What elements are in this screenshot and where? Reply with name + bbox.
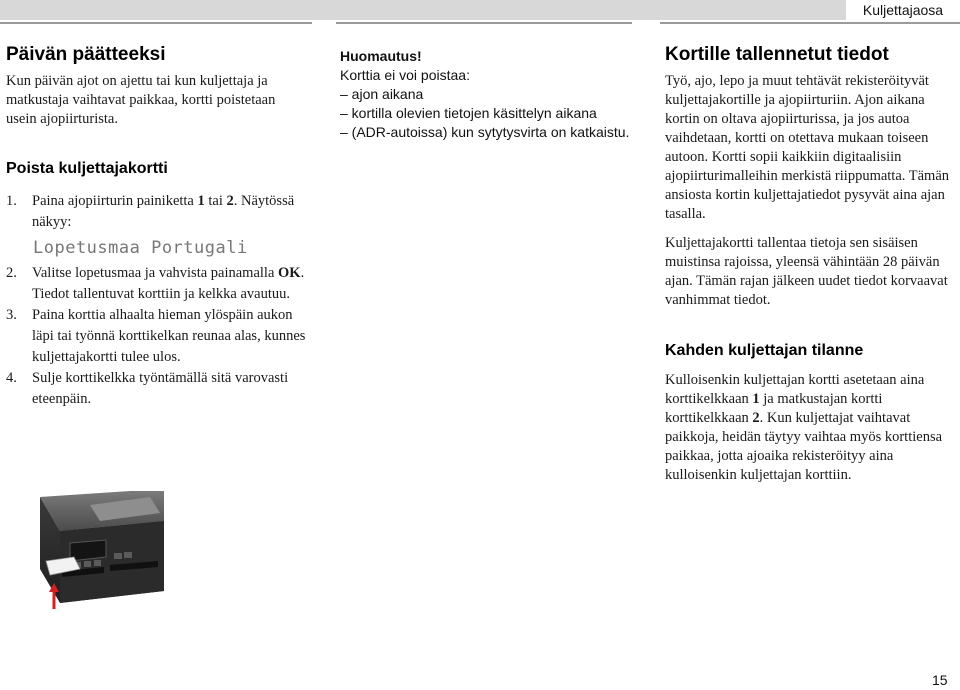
step-1: 1. Paina ajopiirturin painiketta 1 tai 2. Näytössä näkyy: [6,193,295,230]
column-rule-left [0,22,312,24]
card-data-paragraph-2: Kuljettajakortti tallentaa tietoja sen sisäisen muistinsa rajoissa, yleensä vähintään 28 päivän ajan. Tämän rajan jälkeen uudet tiedot korvaavat vanhimmat tiedot. [665,235,948,308]
remove-card-heading: Poista kuljettajakortti [6,160,168,177]
step-2: 2. Valitse lopetusmaa ja vahvista painamalla OK. Tiedot tallentuvat korttiin ja kelkka avautuu. [6,265,305,302]
column-rule-right [660,22,960,24]
middle-column [340,47,630,142]
header-bar [0,0,960,20]
two-drivers-heading: Kahden kuljettajan tilanne [665,342,864,359]
note-title: Huomautus! [340,48,422,64]
section-label: Kuljettajaosa [846,0,960,20]
display-readout: Lopetusmaa Portugali [33,238,248,258]
step-4: 4. Sulje korttikelkka työntämällä sitä varovasti eteenpäin. [6,370,289,407]
step-list [6,191,306,410]
step-3: 3. Paina korttia alhaalta hieman ylöspäin aukon läpi tai työnnä korttikelkan reunaa alas, kunnes kuljettajakortti tulee ulos. [6,307,306,365]
column-rule-middle [336,22,632,24]
note-line: Korttia ei voi poistaa: [340,67,470,83]
page-number: 15 [932,672,948,688]
tachograph-illustration [40,491,164,623]
end-of-day-heading: Päivän päätteeksi [6,44,166,65]
two-drivers-paragraph: Kulloisenkin kuljettajan kortti asetetaan aina korttikelkkaan 1 ja matkustajan kortti korttikelkkaan 2. Kun kuljettajat vaihtavat paikkoja, heidän täytyy vaihtaa myös korttiensa paikkaa, jotta ajoaika rekisteröityy aina kulloisenkin kuljettajan korttiin. [665,372,943,483]
card-data-paragraph-1: Työ, ajo, lepo ja muut tehtävät rekisteröityvät kuljettajakortille ja ajopiirturiin. Ajon aikana kortin on oltava ajopiirturissa, ja jos autoa vaihdetaan, kortti on otettava mukaan toiseen autoon. Kortti sopii kaikkiin digitaalisiin ajopiirturimalleihin merkistä riippumatta. Tämän ansiosta kortin kuljettajatiedot pysyvät aina ajan tasalla. [665,73,950,222]
note-box [340,47,630,142]
display-readout-row [6,236,306,260]
left-column [6,38,306,410]
note-line: – (ADR-autoissa) kun sytytysvirta on katkaistu. [340,124,630,140]
end-of-day-intro: Kun päivän ajot on ajettu tai kun kuljettaja ja matkustaja vaihtavat paikkaa, kortti poistetaan usein ajopiirturista. [6,73,276,127]
note-line: – ajon aikana [340,86,424,102]
card-data-heading: Kortille tallennetut tiedot [665,44,889,65]
right-column [665,38,960,485]
note-line: – kortilla olevien tietojen käsittelyn aikana [340,105,597,121]
